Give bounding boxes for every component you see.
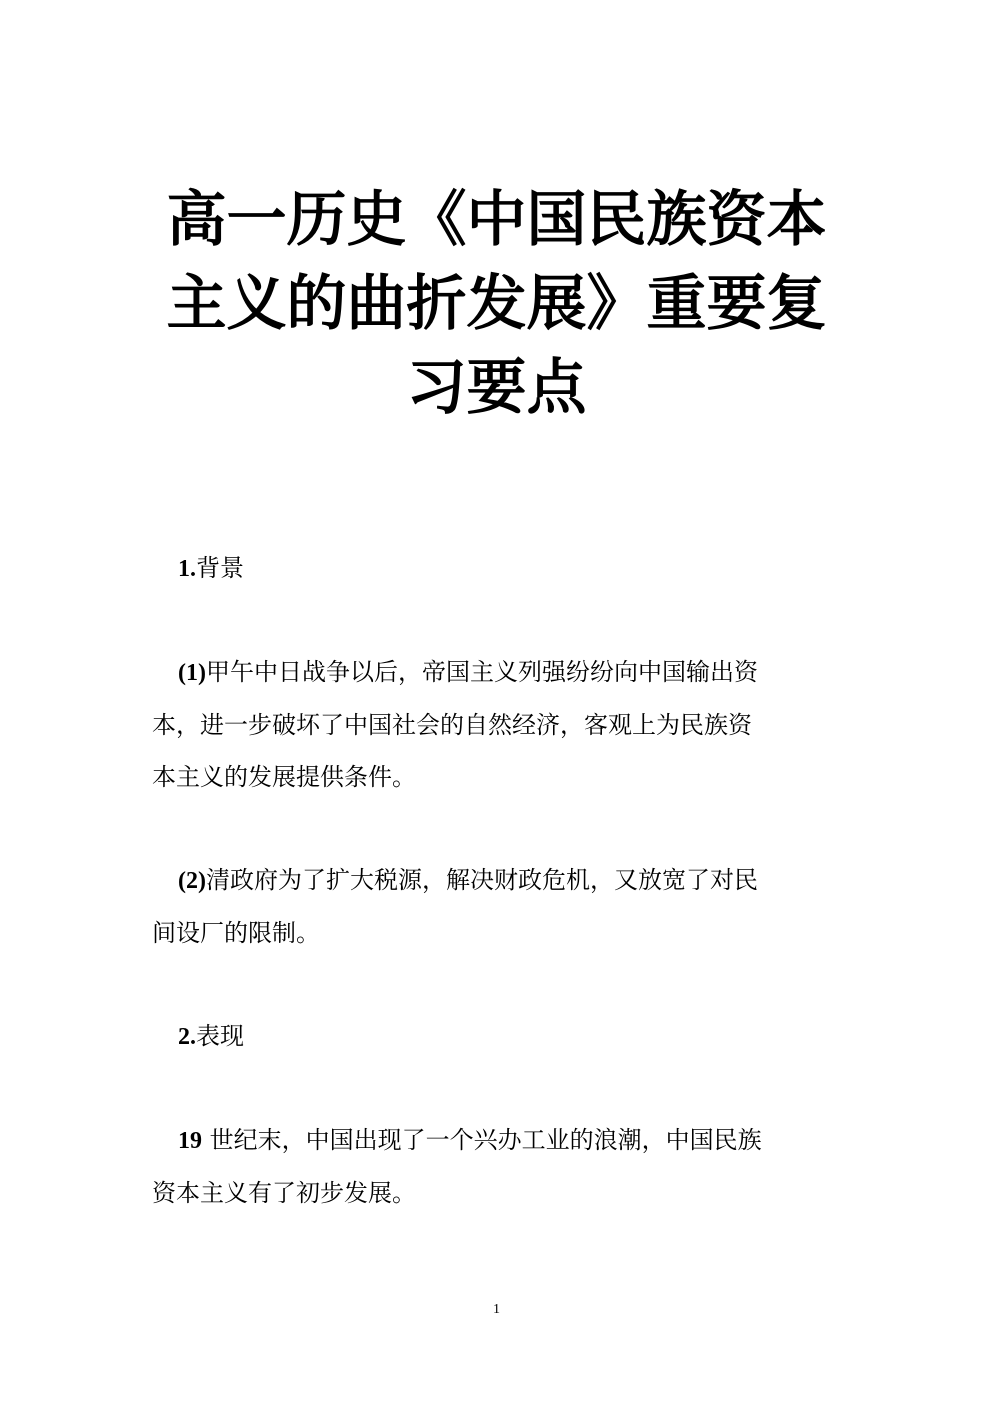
item-number: (1): [178, 660, 206, 686]
paragraph-text: 清政府为了扩大税源，解决财政危机，又放宽了对民: [205, 866, 758, 894]
item-number: (2): [178, 868, 206, 894]
section-label: 背景: [196, 554, 244, 582]
paragraph-item-3: [152, 1114, 830, 1219]
paragraph-line: [152, 646, 830, 699]
title-line-1: 高一历史《中国民族资本: [166, 185, 827, 255]
section-number: 1.: [178, 556, 196, 582]
paragraph-line: 本主义的发展提供条件。: [152, 763, 416, 791]
paragraph-item-1: [152, 646, 830, 803]
paragraph-item-2: [152, 854, 830, 959]
section-heading-performance: [178, 1010, 244, 1063]
paragraph-text: 甲午中日战争以后，帝国主义列强纷纷向中国输出资: [205, 658, 758, 686]
section-label: 表现: [196, 1022, 244, 1050]
paragraph-line: 资本主义有了初步发展。: [152, 1179, 416, 1207]
page-title: [120, 178, 873, 430]
paragraph-line: [152, 1114, 830, 1167]
paragraph-text: 世纪末，中国出现了一个兴办工业的浪潮，中国民族: [202, 1126, 762, 1154]
title-line-3: 习要点: [406, 353, 587, 423]
title-line-2: 主义的曲折发展》重要复: [166, 269, 827, 339]
paragraph-line: 本，进一步破坏了中国社会的自然经济，客观上为民族资: [152, 711, 752, 739]
page-number: 1: [493, 1302, 500, 1317]
section-heading-background: [178, 542, 244, 595]
paragraph-line: [152, 854, 830, 907]
paragraph-line: 间设厂的限制。: [152, 919, 320, 947]
item-number: 19: [178, 1128, 202, 1154]
section-number: 2.: [178, 1024, 196, 1050]
